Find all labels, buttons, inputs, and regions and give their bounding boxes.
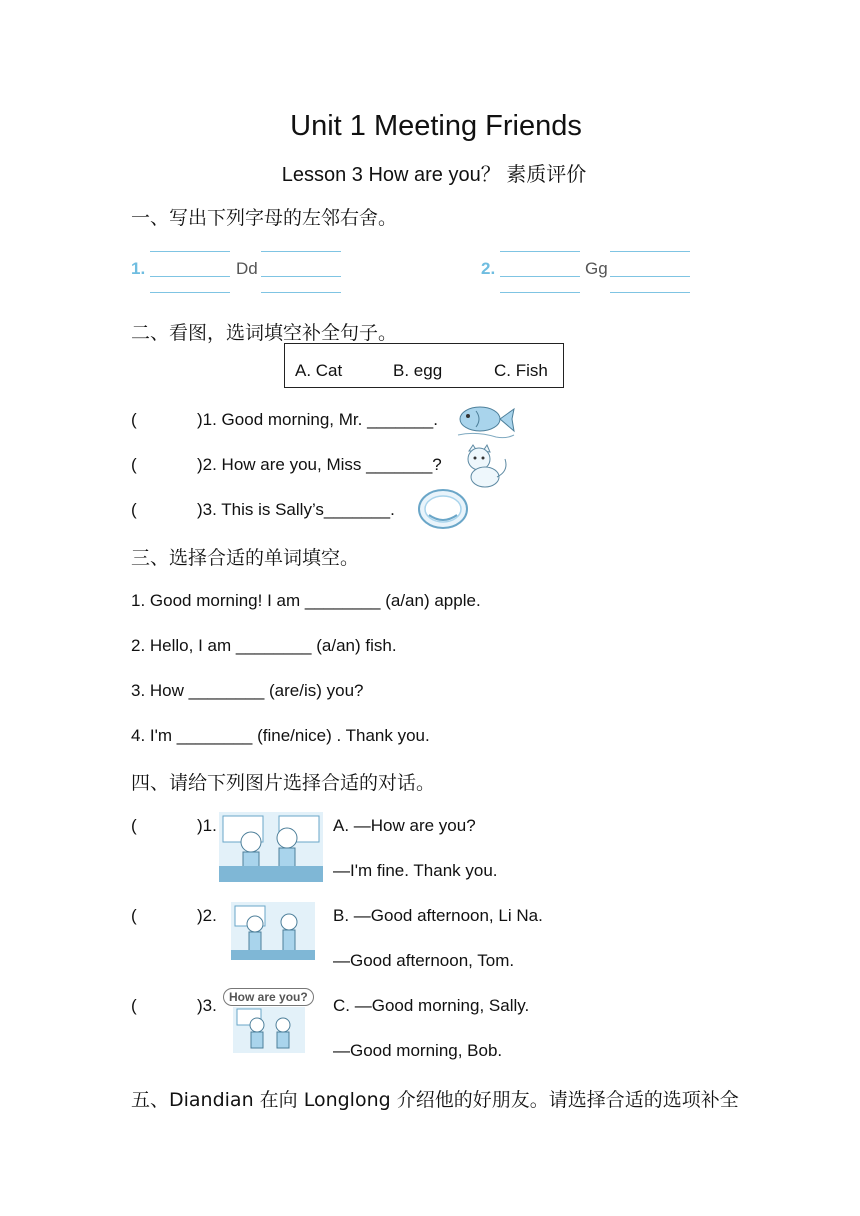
blank-line bbox=[500, 292, 580, 293]
egg-icon bbox=[417, 487, 469, 531]
dialogue-line: C. —Good morning, Sally. bbox=[333, 996, 530, 1015]
speech-bubble: How are you? bbox=[223, 988, 314, 1006]
blank-line bbox=[150, 251, 230, 252]
section-5-heading: 五、Diandian 在向 Longlong 介绍他的好朋友。请选择合适的选项补全 bbox=[131, 1089, 739, 1111]
letter-label: Dd bbox=[236, 259, 258, 278]
blank-line bbox=[500, 251, 580, 252]
blank-line[interactable] bbox=[610, 276, 690, 277]
dialogue-line: —Good afternoon, Tom. bbox=[333, 951, 515, 970]
question-text: )3. This is Sally’s_______. bbox=[197, 500, 395, 519]
blank-line bbox=[610, 251, 690, 252]
letter-label: Gg bbox=[585, 259, 608, 278]
dialogue-line: B. —Good afternoon, Li Na. bbox=[333, 906, 543, 925]
answer-paren[interactable]: ( bbox=[131, 996, 137, 1015]
kids-classroom-picture bbox=[219, 812, 323, 882]
item-number: )1. bbox=[197, 816, 217, 835]
blank-line[interactable] bbox=[500, 276, 580, 277]
item-number: )3. bbox=[197, 996, 217, 1015]
section-2-heading: 二、看图，选词填空补全句子。 bbox=[131, 322, 398, 344]
kids-asking-picture bbox=[233, 1007, 305, 1053]
cat-icon bbox=[459, 443, 511, 491]
answer-paren[interactable]: ( bbox=[131, 816, 137, 835]
fill-in-sentence: 4. I'm ________ (fine/nice) . Thank you. bbox=[131, 726, 430, 745]
blank-line bbox=[610, 292, 690, 293]
section-3-heading: 三、选择合适的单词填空。 bbox=[131, 547, 360, 569]
dialogue-line: A. —How are you? bbox=[333, 816, 476, 835]
question-text: )1. Good morning, Mr. _______. bbox=[197, 410, 438, 429]
blank-line bbox=[261, 251, 341, 252]
section-4-heading: 四、请给下列图片选择合适的对话。 bbox=[131, 772, 436, 794]
question-text: )2. How are you, Miss _______? bbox=[197, 455, 442, 474]
word-options-box bbox=[284, 343, 564, 388]
fish-icon bbox=[456, 401, 518, 441]
item-number: )2. bbox=[197, 906, 217, 925]
boy-girl-greeting-picture bbox=[231, 902, 315, 960]
blank-line bbox=[261, 292, 341, 293]
page-subtitle: Lesson 3 How are you？ 素质评价 bbox=[281, 164, 587, 186]
blank-line[interactable] bbox=[261, 276, 341, 277]
fill-in-sentence: 2. Hello, I am ________ (a/an) fish. bbox=[131, 636, 397, 655]
answer-paren[interactable]: ( bbox=[131, 500, 137, 519]
answer-paren[interactable]: ( bbox=[131, 410, 137, 429]
exercise-number: 1. bbox=[131, 259, 146, 278]
option-b: B. egg bbox=[393, 361, 443, 380]
page-title: Unit 1 Meeting Friends bbox=[290, 110, 582, 142]
section-1-heading: 一、写出下列字母的左邻右舍。 bbox=[131, 207, 398, 229]
blank-line bbox=[150, 292, 230, 293]
answer-paren[interactable]: ( bbox=[131, 906, 137, 925]
answer-paren[interactable]: ( bbox=[131, 455, 137, 474]
fill-in-sentence: 3. How ________ (are/is) you? bbox=[131, 681, 364, 700]
exercise-number: 2. bbox=[481, 259, 496, 278]
dialogue-line: —Good morning, Bob. bbox=[333, 1041, 503, 1060]
blank-line[interactable] bbox=[150, 276, 230, 277]
option-c: C. Fish bbox=[494, 361, 548, 380]
fill-in-sentence: 1. Good morning! I am ________ (a/an) apple. bbox=[131, 591, 481, 610]
option-a: A. Cat bbox=[295, 361, 343, 380]
dialogue-line: —I'm fine. Thank you. bbox=[333, 861, 498, 880]
